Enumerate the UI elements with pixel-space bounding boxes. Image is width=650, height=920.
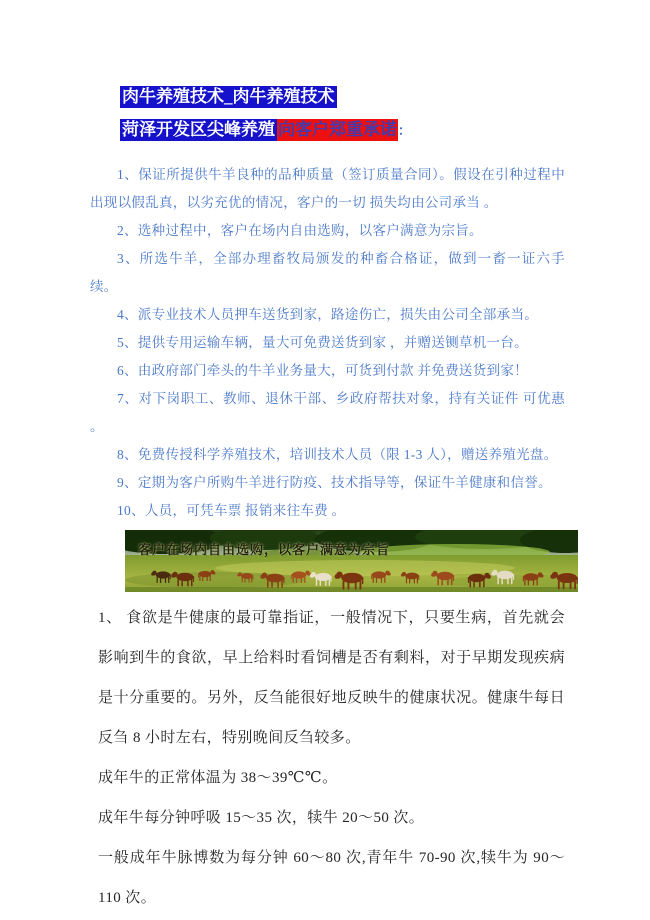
subtitle-farm-name: 菏泽开发区尖峰养殖 <box>122 120 275 139</box>
subtitle-colon: ： <box>398 123 412 138</box>
cattle-pasture-photo <box>125 530 578 592</box>
body-paragraph: 成年牛每分钟呼吸 15～35 次，犊牛 20～50 次。 <box>98 810 425 826</box>
photo-caption: 客户在场内自由选购，以客户满意为宗旨 <box>138 542 391 557</box>
promise-item: 4、派专业技术人员押车送货到家，路途伤亡，损失由公司全部承当。 <box>117 307 539 322</box>
page-title <box>90 86 565 107</box>
promise-item: 5、提供专用运输车辆，量大可免费送货到家 ，并赠送铡草机一台。 <box>117 335 528 350</box>
article-body <box>98 598 565 918</box>
promise-item: 9、定期为客户所购牛羊进行防疫、技术指导等，保证牛羊健康和信誉。 <box>117 475 552 490</box>
body-paragraph: 一般成年牛脉博数为每分钟 60～80 次,青年牛 70-90 次,犊牛为 90～110 次。 <box>98 850 565 906</box>
promise-list <box>90 161 565 525</box>
body-paragraph: 1、 食欲是牛健康的最可靠指证，一般情况下，只要生病，首先就会影响到牛的食欲，早上给料时看饲槽是否有剩料，对于早期发现疾病是十分重要的。另外，反刍能很好地反映牛的健康状况。健康牛每日反刍 8 小时左右，特别晚间反刍较多。 <box>98 610 565 746</box>
promise-item: 3、所选牛羊，全部办理畜牧局颁发的种畜合格证，做到一畜一证六手续。 <box>90 251 565 294</box>
body-paragraph: 成年牛的正常体温为 38～39℃℃。 <box>98 770 338 786</box>
subtitle <box>90 119 565 141</box>
promise-item: 7、对下岗职工、教师、退休干部、乡政府帮扶对象，持有关证件 可优惠 。 <box>90 391 565 434</box>
promise-item: 10、人员，可凭车票 报销来往车费 。 <box>117 503 346 518</box>
subtitle-promise-text: 向客户郑重承诺 <box>278 120 397 139</box>
promise-item: 6、由政府部门牵头的牛羊业务量大，可货到付款 并免费送货到家！ <box>117 363 528 378</box>
title-highlight: 肉牛养殖技术_肉牛养殖技术 <box>122 87 335 106</box>
promise-item: 2、选种过程中，客户在场内自由选购，以客户满意为宗旨。 <box>117 223 483 238</box>
promise-item: 1、保证所提供牛羊良种的品种质量（签订质量合同）。假设在引种过程中出现以假乱真，以劣充优的情况，客户的一切 损失均由公司承当 。 <box>90 167 565 210</box>
promise-item: 8、免费传授科学养殖技术，培训技术人员（限 1-3 人），赠送养殖光盘。 <box>117 447 558 462</box>
